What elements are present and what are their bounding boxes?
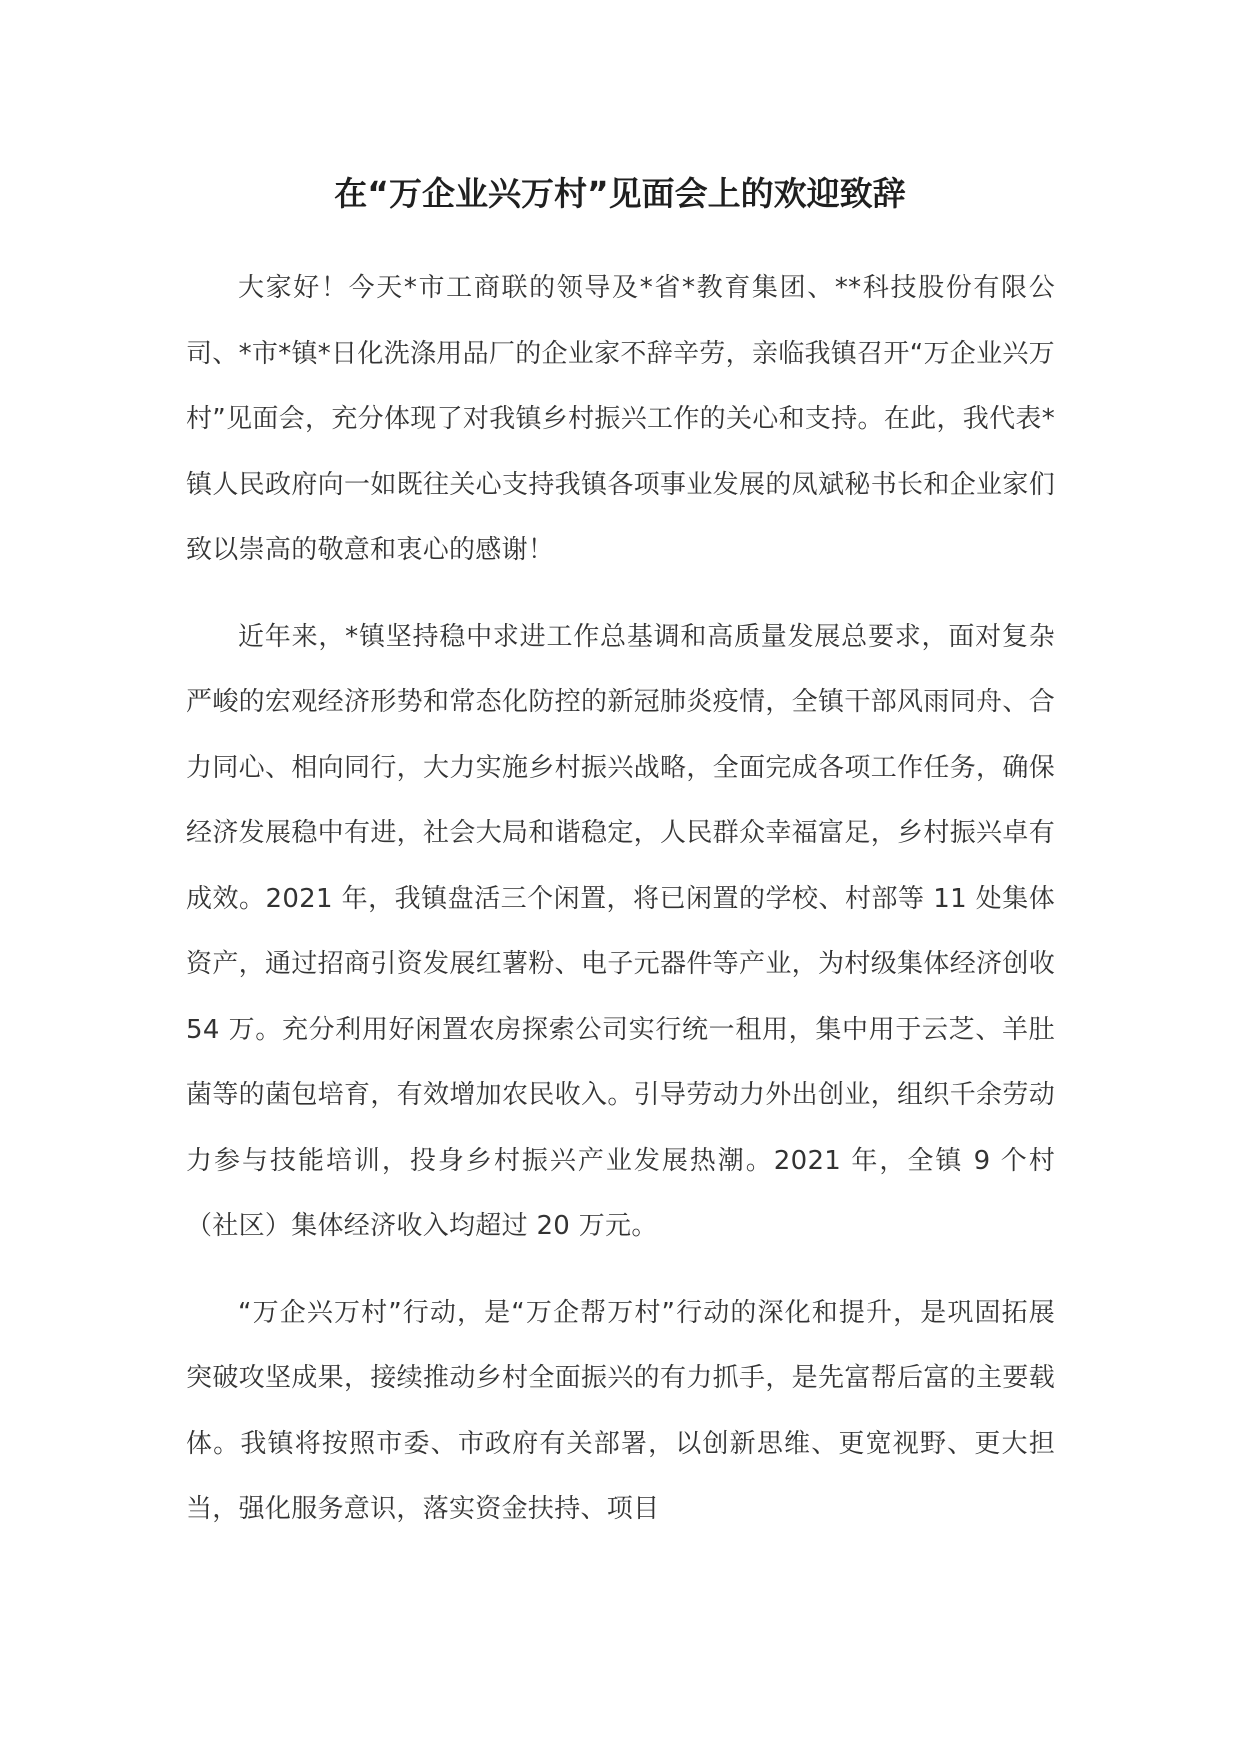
paragraph-greeting: 大家好！今天*市工商联的领导及*省*教育集团、**科技股份有限公司、*市*镇*日化洗涤用品厂的企业家不辞辛劳，亲临我镇召开“万企业兴万村”见面会，充分体现了对我镇乡村振兴工作的关心和支持。在此，我代表*镇人民政府向一如既往关心支持我镇各项事业发展的凤斌秘书长和企业家们致以崇高的敬意和衷心的感谢！: [186, 273, 1055, 565]
document-title: 在“万企业兴万村”见面会上的欢迎致辞: [334, 174, 906, 213]
paragraph-achievements: 近年来，*镇坚持稳中求进工作总基调和高质量发展总要求，面对复杂严峻的宏观经济形势和常态化防控的新冠肺炎疫情，全镇干部风雨同舟、合力同心、相向同行，大力实施乡村振兴战略，全面完成各项工作任务，确保经济发展稳中有进，社会大局和谐稳定，人民群众幸福富足，乡村振兴卓有成效。2021 年，我镇盘活三个闲置，将已闲置的学校、村部等 11 处集体资产，通过招商引资发展红薯粉、电子元器件等产业，为村级集体经济创收 54 万。充分利用好闲置农房探索公司实行统一租用，集中用于云芝、羊肚菌等的菌包培育，有效增加农民收入。引导劳动力外出创业，组织千余劳动力参与技能培训，投身乡村振兴产业发展热潮。2021 年，全镇 9 个村（社区）集体经济收入均超过 20 万元。: [186, 621, 1055, 1241]
document-body: [186, 256, 1055, 1564]
paragraph-initiative: “万企兴万村”行动，是“万企帮万村”行动的深化和提升，是巩固拓展突破攻坚成果，接续推动乡村全面振兴的有力抓手，是先富帮后富的主要载体。我镇将按照市委、市政府有关部署，以创新思维、更宽视野、更大担当，强化服务意识，落实资金扶持、项目: [186, 1297, 1055, 1524]
